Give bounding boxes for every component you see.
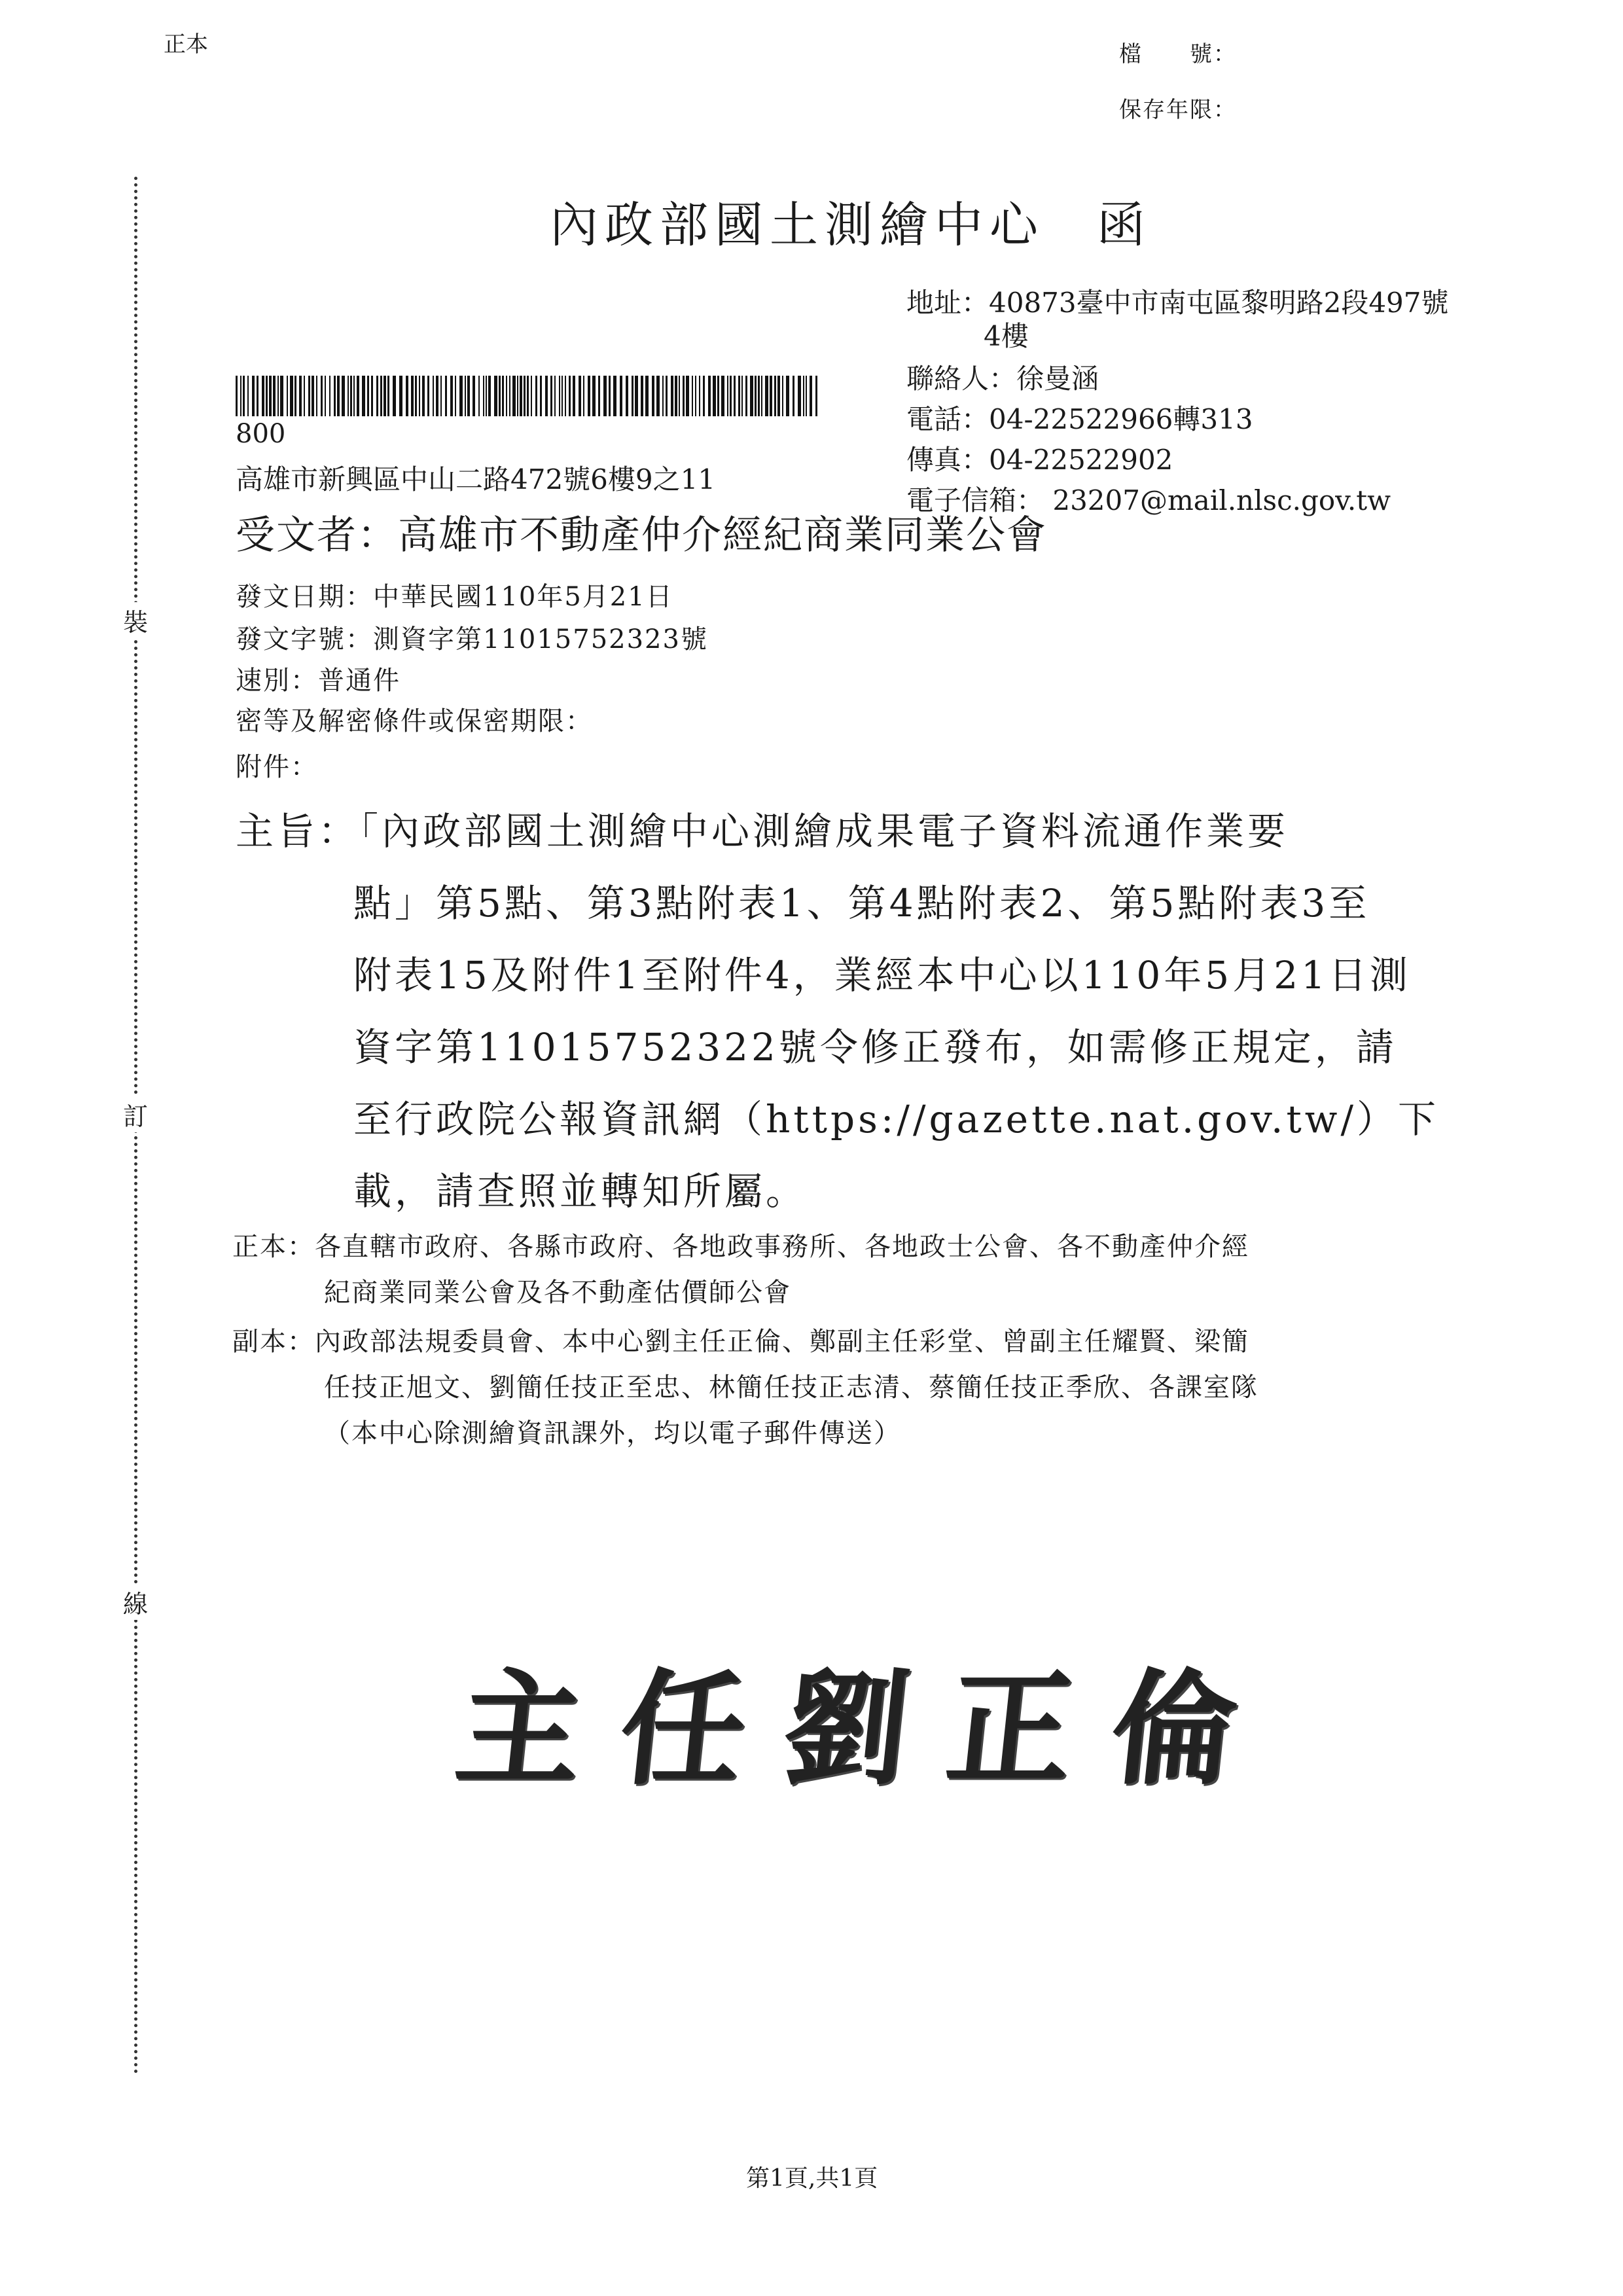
barcode-bar <box>376 376 378 416</box>
barcode-bar <box>613 376 616 416</box>
secrecy-level: 密等及解密條件或保密期限： <box>236 706 593 736</box>
postcode: 800 <box>236 419 286 449</box>
barcode-bar <box>393 376 396 416</box>
sender-email: 電子信箱： 23207@mail.nlsc.gov.tw <box>906 484 1391 516</box>
barcode-bar <box>350 376 352 416</box>
barcode-bar <box>686 376 689 416</box>
barcode-bar <box>554 376 556 416</box>
barcode-bar <box>671 376 673 416</box>
barcode-bar <box>445 376 447 416</box>
barcode-bar <box>620 376 622 416</box>
agency-name: 內政部國土測繪中心 <box>550 197 1044 253</box>
barcode-bar <box>798 376 801 416</box>
attachment-label: 附件： <box>236 752 318 782</box>
barcode-bar <box>473 376 475 416</box>
barcode-bar <box>562 376 563 416</box>
barcode-bar <box>708 376 711 416</box>
barcode-bar <box>266 376 268 416</box>
barcode-bar <box>782 376 783 416</box>
barcode-bar <box>383 376 386 416</box>
barcode-bar <box>411 376 414 416</box>
barcode-bar <box>810 376 812 416</box>
barcode-bar <box>765 376 768 416</box>
barcode-bar <box>273 376 276 416</box>
barcode-bar <box>467 376 470 416</box>
barcode-bar <box>770 376 772 416</box>
barcode-bar <box>727 376 728 416</box>
barcode-bar <box>240 376 241 416</box>
barcode-bar <box>433 376 434 416</box>
barcode-bar <box>699 376 700 416</box>
barcode-bar <box>243 376 245 416</box>
barcode-bar <box>290 376 293 416</box>
sender-address: 地址：40873臺中市南屯區黎明路2段497號 <box>906 287 1449 319</box>
barcode-bar <box>337 376 340 416</box>
barcode-bar <box>666 376 668 416</box>
barcode-bar <box>755 376 757 416</box>
barcode-bar <box>236 376 238 416</box>
barcode-bar <box>761 376 762 416</box>
binding-char-ding: 訂 <box>123 1096 148 1132</box>
barcode-bar <box>758 376 760 416</box>
barcode-bar <box>486 376 487 416</box>
barcode-bar <box>371 376 373 416</box>
barcode-bar <box>717 376 719 416</box>
barcode-bar <box>362 376 365 416</box>
barcode-bar <box>531 376 532 416</box>
subject-line: 主旨：「內政部國土測繪中心測繪成果電子資料流通作業要 <box>236 809 1289 853</box>
postal-barcode <box>236 376 821 416</box>
barcode-bar <box>734 376 736 416</box>
barcode-bar <box>598 376 600 416</box>
barcode-bar <box>499 376 501 416</box>
original-recipients <box>232 1224 1249 1316</box>
barcode-bar <box>603 376 607 416</box>
barcode-bar <box>662 376 664 416</box>
subject-paragraph <box>236 795 1439 1227</box>
subject-line: 附表15及附件1至附件4，業經本中心以110年5月21日測 <box>353 953 1412 997</box>
barcode-bar <box>635 376 638 416</box>
barcode-bar <box>535 376 537 416</box>
page-indicator: 第1頁,共1頁 <box>746 2165 878 2192</box>
barcode-bar <box>695 376 696 416</box>
barcode-bar <box>348 376 349 416</box>
retention-period-label: 保存年限： <box>1119 97 1237 123</box>
distribution-line: 任技正旭文、劉簡任技正至忠、林簡任技正志清、蔡簡任技正季欣、各課室隊 <box>324 1372 1258 1403</box>
barcode-bar <box>632 376 633 416</box>
barcode-bar <box>287 376 288 416</box>
barcode-bar <box>478 376 480 416</box>
barcode-bar <box>257 376 259 416</box>
barcode-bar <box>506 376 507 416</box>
barcode-bar <box>415 376 417 416</box>
barcode-bar <box>645 376 649 416</box>
barcode-bar <box>565 376 566 416</box>
barcode-bar <box>713 376 716 416</box>
barcode-bar <box>741 376 743 416</box>
barcode-bar <box>387 376 389 416</box>
barcode-bar <box>450 376 453 416</box>
issue-date: 發文日期：中華民國110年5月21日 <box>236 582 673 612</box>
barcode-bar <box>294 376 296 416</box>
barcode-bar <box>280 376 283 416</box>
sender-info <box>906 283 1449 521</box>
barcode-bar <box>609 376 611 416</box>
barcode-bar <box>321 376 323 416</box>
barcode-bar <box>316 376 317 416</box>
barcode-bar <box>440 376 442 416</box>
barcode-bar <box>459 376 463 416</box>
barcode-bar <box>777 376 780 416</box>
barcode-bar <box>806 376 807 416</box>
barcode-bar <box>738 376 740 416</box>
barcode-bar <box>559 376 560 416</box>
barcode-bar <box>483 376 484 416</box>
barcode-bar <box>353 376 355 416</box>
barcode-bar <box>269 376 272 416</box>
barcode-bar <box>357 376 359 416</box>
barcode-bar <box>427 376 429 416</box>
barcode-bar <box>247 376 249 416</box>
barcode-bar <box>675 376 677 416</box>
binding-char-xian: 線 <box>123 1584 148 1620</box>
file-number-label: 檔 號： <box>1119 41 1237 67</box>
barcode-bar <box>524 376 526 416</box>
barcode-bar <box>277 376 279 416</box>
barcode-bar <box>540 376 542 416</box>
barcode-bar <box>380 376 382 416</box>
barcode-bar <box>569 376 571 416</box>
barcode-bar <box>419 376 420 416</box>
barcode-bar <box>786 376 789 416</box>
barcode-bar <box>550 376 552 416</box>
barcode-bar <box>308 376 310 416</box>
barcode-bar <box>299 376 302 416</box>
barcode-bar <box>721 376 724 416</box>
barcode-bar <box>626 376 628 416</box>
barcode-bar <box>583 376 584 416</box>
barcode-bar <box>502 376 504 416</box>
barcode-bar <box>465 376 466 416</box>
distribution-line: 正本：各直轄市政府、各縣市政府、各地政事務所、各地政士公會、各不動產仲介經 <box>232 1232 1249 1262</box>
barcode-bar <box>436 376 438 416</box>
receiver-address: 高雄市新興區中山二路472號6樓9之11 <box>236 463 716 495</box>
barcode-bar <box>488 376 491 416</box>
document-kind: 函 <box>1097 197 1152 253</box>
binding-char-zhuang: 裝 <box>123 602 148 638</box>
barcode-bar <box>679 376 680 416</box>
barcode-bar <box>579 376 581 416</box>
recipient: 受文者：高雄市不動產仲介經紀商業同業公會 <box>236 512 1047 558</box>
distribution-line: 副本：內政部法規委員會、本中心劉主任正倫、鄭副主任彩堂、曾副主任耀賢、梁簡 <box>232 1327 1249 1357</box>
barcode-bar <box>703 376 705 416</box>
barcode-bar <box>793 376 794 416</box>
barcode-bar <box>803 376 804 416</box>
barcode-bar <box>342 376 345 416</box>
subject-line: 載，請查照並轉知所屬。 <box>353 1169 808 1213</box>
barcode-bar <box>692 376 693 416</box>
barcode-bar <box>325 376 326 416</box>
barcode-bar <box>517 376 518 416</box>
barcode-bar <box>262 376 264 416</box>
document-number: 發文字號：測資字第11015752323號 <box>236 624 708 655</box>
sender-phone: 電話：04-22522966轉313 <box>906 403 1253 435</box>
barcode-bar <box>520 376 522 416</box>
barcode-bar <box>399 376 402 416</box>
barcode-bar <box>652 376 654 416</box>
subject-line: 點」第5點、第3點附表1、第4點附表2、第5點附表3至 <box>353 881 1370 925</box>
director-signature-seal: 主任劉正倫 <box>449 1656 1283 1802</box>
barcode-bar <box>334 376 336 416</box>
barcode-bar <box>304 376 305 416</box>
barcode-bar <box>329 376 330 416</box>
sender-address-cont: 4樓 <box>984 320 1029 352</box>
barcode-bar <box>312 376 314 416</box>
barcode-bar <box>641 376 643 416</box>
barcode-bar <box>512 376 516 416</box>
barcode-bar <box>815 376 817 416</box>
document-title <box>550 187 1152 256</box>
barcode-bar <box>494 376 497 416</box>
subject-line: 至行政院公報資訊網（https://gazette.nat.gov.tw/）下 <box>353 1097 1439 1141</box>
copy-type-label: 正本 <box>164 31 208 58</box>
barcode-bar <box>509 376 510 416</box>
distribution-line: 紀商業同業公會及各不動產估價師公會 <box>324 1278 791 1308</box>
sender-fax: 傳真：04-22522902 <box>906 444 1173 476</box>
subject-line: 資字第11015752322號令修正發布，如需修正規定，請 <box>353 1025 1397 1069</box>
barcode-bar <box>406 376 408 416</box>
barcode-bar <box>527 376 529 416</box>
barcode-bar <box>774 376 776 416</box>
barcode-bar <box>455 376 456 416</box>
barcode-bar <box>750 376 753 416</box>
barcode-bar <box>588 376 590 416</box>
barcode-bar <box>545 376 548 416</box>
sender-contact: 聯絡人：徐曼涵 <box>906 363 1099 395</box>
copy-recipients <box>232 1319 1258 1456</box>
barcode-bar <box>422 376 425 416</box>
barcode-bar <box>683 376 685 416</box>
distribution-line: （本中心除測繪資訊課外，均以電子郵件傳送） <box>324 1418 901 1448</box>
barcode-bar <box>592 376 596 416</box>
barcode-bar <box>367 376 369 416</box>
barcode-bar <box>573 376 575 416</box>
barcode-bar <box>252 376 255 416</box>
barcode-bar <box>730 376 732 416</box>
delivery-speed: 速別：普通件 <box>236 666 401 696</box>
barcode-bar <box>745 376 747 416</box>
barcode-bar <box>656 376 660 416</box>
